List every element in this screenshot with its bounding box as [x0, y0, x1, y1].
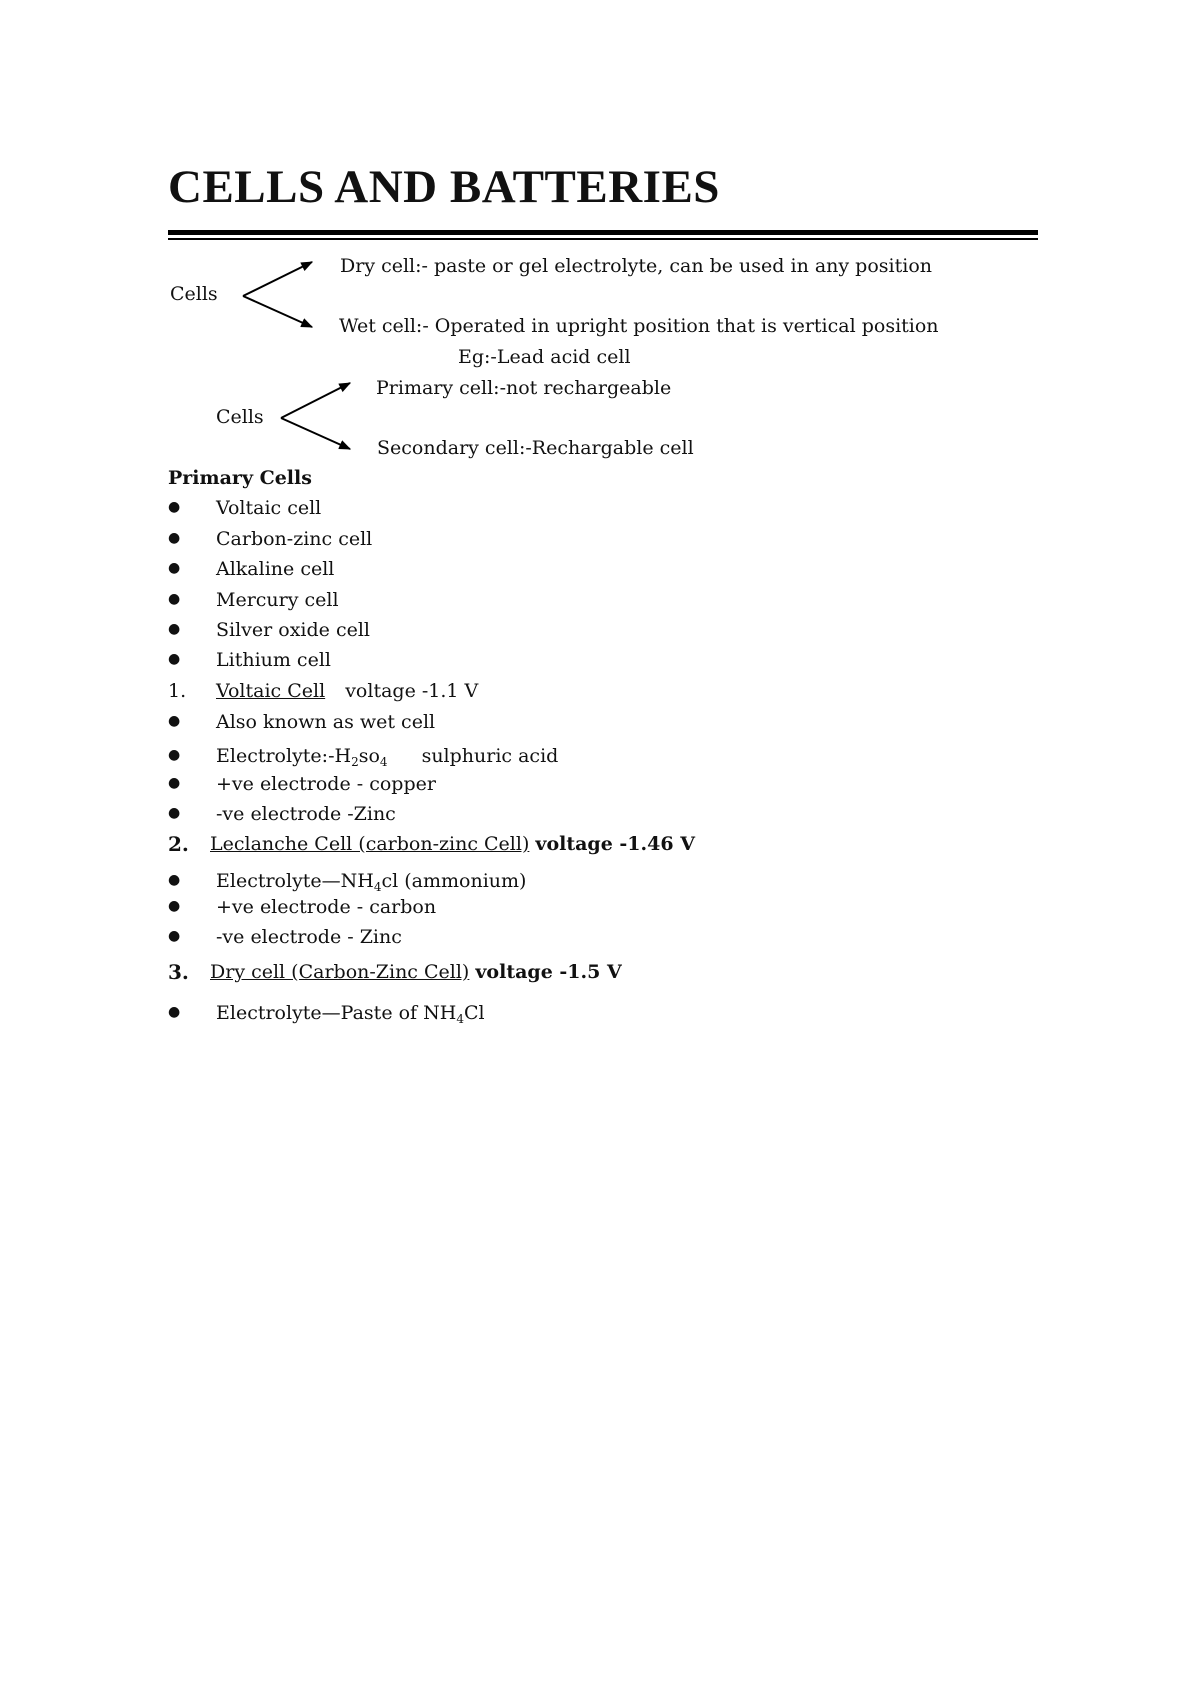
bullet: ● — [168, 898, 181, 914]
arrow-secondary-cell — [281, 418, 350, 449]
bullet: ● — [168, 805, 181, 821]
dry-cell-branch: Dry cell:- paste or gel electrolyte, can be used in any position — [340, 255, 932, 277]
bullet: ● — [168, 928, 181, 944]
wet-cell-example: Eg:-Lead acid cell — [458, 346, 631, 368]
list-item: Carbon-zinc cell — [216, 528, 373, 550]
voltaic-name: Voltaic Cell — [216, 680, 326, 702]
electrolyte-label: Electrolyte—NH — [216, 870, 374, 892]
bullet: ● — [168, 1004, 181, 1020]
electrolyte-formula: so — [358, 745, 380, 767]
bullet: ● — [168, 499, 181, 515]
dry-voltage: voltage -1.5 V — [475, 961, 622, 983]
list-item: Lithium cell — [216, 649, 331, 671]
bullet: ● — [168, 530, 181, 546]
dry-number: 3. — [168, 960, 189, 984]
subscript: 4 — [456, 1012, 464, 1026]
voltaic-number: 1. — [168, 680, 187, 702]
list-item: Alkaline cell — [216, 558, 335, 580]
dry-name: Dry cell (Carbon-Zinc Cell) — [210, 961, 470, 983]
electrolyte-name: cl (ammonium) — [381, 870, 527, 892]
subscript: 4 — [379, 755, 388, 769]
leclanche-voltage: voltage -1.46 V — [535, 833, 695, 855]
diagram1-root: Cells — [170, 283, 218, 305]
arrow-primary-cell — [281, 383, 350, 418]
list-item: Voltaic cell — [216, 497, 322, 519]
electrolyte-name: sulphuric acid — [421, 745, 559, 767]
bullet: ● — [168, 560, 181, 576]
electrolyte-name: Cl — [463, 1002, 485, 1024]
leclanche-point: -ve electrode - Zinc — [216, 926, 402, 948]
page-title: CELLS AND BATTERIES — [168, 161, 720, 213]
bullet: ● — [168, 651, 181, 667]
primary-cell-branch: Primary cell:-not rechargeable — [376, 377, 672, 399]
electrolyte-label: Electrolyte—Paste of NH — [216, 1002, 457, 1024]
voltaic-point: -ve electrode -Zinc — [216, 803, 396, 825]
voltaic-point: +ve electrode - copper — [216, 773, 436, 795]
diagram2-root: Cells — [216, 406, 264, 428]
leclanche-point: +ve electrode - carbon — [216, 896, 437, 918]
dry-electrolyte — [216, 1002, 485, 1025]
wet-cell-branch: Wet cell:- Operated in upright position that is vertical position — [339, 315, 939, 337]
bullet: ● — [168, 713, 181, 729]
voltaic-point: Also known as wet cell — [216, 711, 436, 733]
voltaic-heading — [216, 680, 478, 703]
arrow-dry-cell — [243, 262, 312, 296]
primary-cells-heading: Primary Cells — [168, 467, 312, 489]
list-item: Silver oxide cell — [216, 619, 370, 641]
leclanche-electrolyte — [216, 870, 526, 893]
list-item: Mercury cell — [216, 589, 339, 611]
arrow-wet-cell — [243, 296, 312, 327]
bullet: ● — [168, 591, 181, 607]
subscript: 2 — [351, 755, 359, 769]
bullet: ● — [168, 775, 181, 791]
leclanche-number: 2. — [168, 832, 189, 856]
voltaic-voltage: voltage -1.1 V — [345, 680, 479, 702]
bullet: ● — [168, 621, 181, 637]
electrolyte-label: Electrolyte:-H — [216, 745, 352, 767]
bullet: ● — [168, 872, 181, 888]
leclanche-name: Leclanche Cell (carbon-zinc Cell) — [210, 833, 530, 855]
leclanche-heading — [210, 833, 695, 856]
voltaic-electrolyte — [216, 745, 558, 768]
bullet: ● — [168, 747, 181, 763]
dry-heading — [210, 961, 622, 984]
subscript: 4 — [373, 880, 382, 894]
secondary-cell-branch: Secondary cell:-Rechargable cell — [377, 437, 694, 459]
